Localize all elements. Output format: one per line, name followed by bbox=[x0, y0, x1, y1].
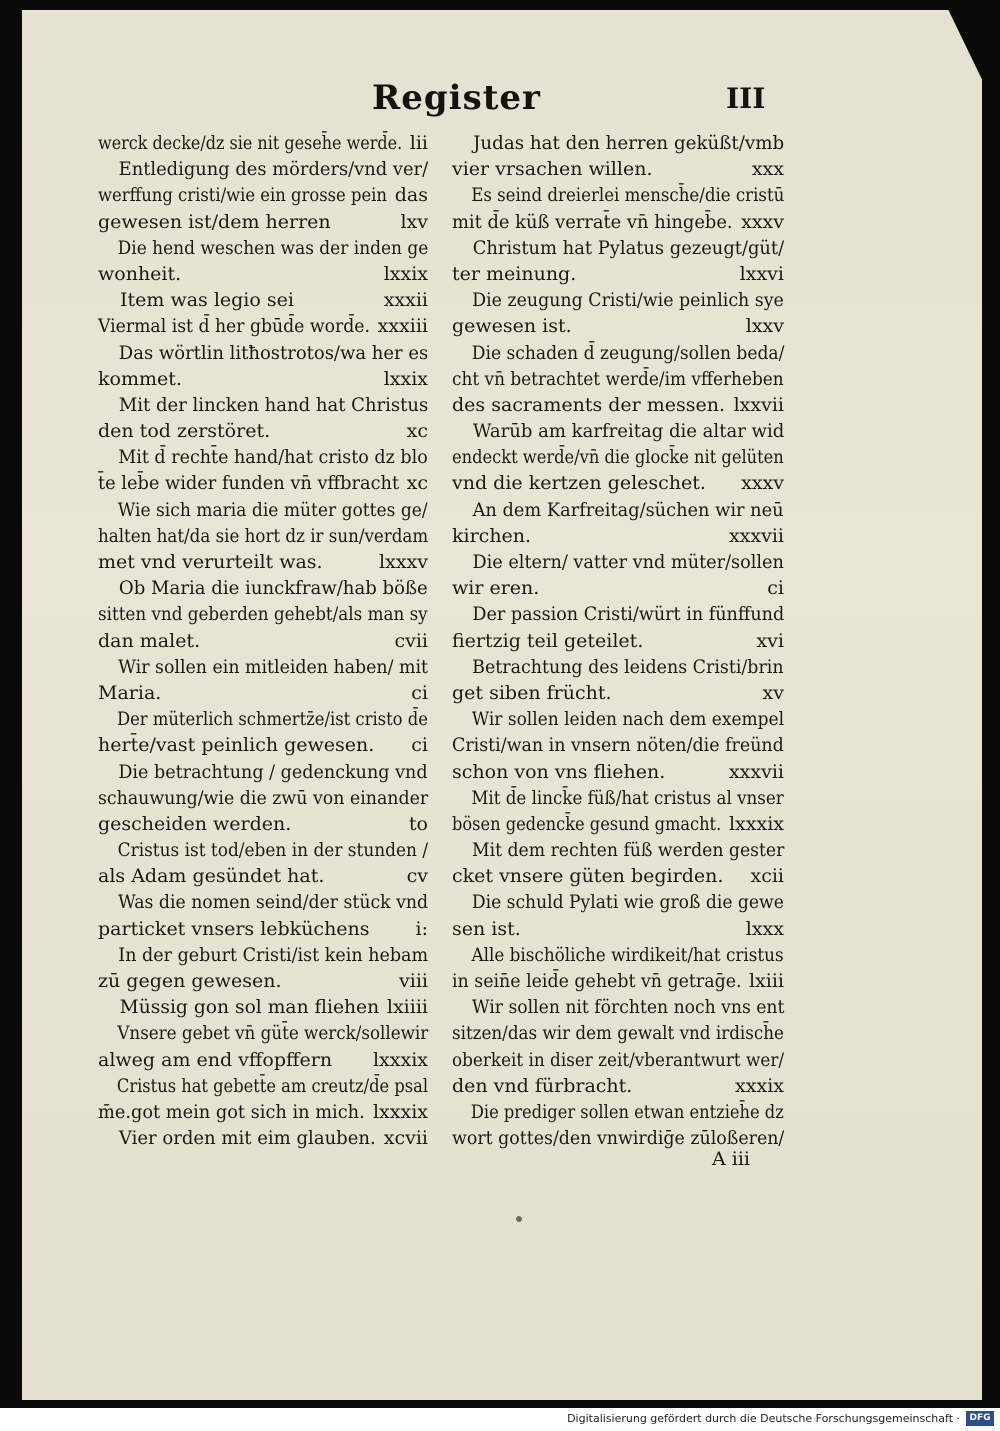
folio-number: III bbox=[726, 82, 766, 115]
register-column-left bbox=[98, 130, 428, 1151]
register-line bbox=[452, 863, 784, 889]
register-line bbox=[98, 340, 428, 366]
register-line bbox=[98, 994, 428, 1020]
register-entry-text: wort gottes/den vnwirdiḡe zūloßeren/ bbox=[452, 1127, 785, 1150]
register-line bbox=[452, 732, 784, 758]
running-title: Register bbox=[372, 78, 541, 118]
register-entry-text: hert̄e/vast peinlich gewesen. bbox=[98, 734, 375, 757]
register-line bbox=[98, 759, 428, 785]
register-line bbox=[98, 1047, 428, 1073]
folio-reference: lxxix bbox=[383, 262, 428, 285]
register-entry-text: oberkeit in diser zeit/vberantwurt wer/ bbox=[452, 1048, 785, 1071]
folio-reference: lxv bbox=[400, 210, 428, 233]
register-entry-text: schauwung/wie die zwū von einander bbox=[98, 786, 429, 809]
signature-mark: A iii bbox=[712, 1148, 750, 1170]
register-entry-text: bösen gedenck̄e gesund gmacht. bbox=[452, 812, 722, 835]
register-line bbox=[452, 575, 784, 601]
folio-reference: lxxxix bbox=[372, 1100, 428, 1123]
register-entry-text: Betrachtung des leidens Cristi/brin bbox=[472, 655, 784, 678]
register-entry-text: Ob Maria die iunckfraw/hab böße bbox=[118, 577, 428, 600]
folio-reference: lxxx bbox=[745, 917, 784, 940]
register-entry-text: Item was legio sei bbox=[120, 289, 294, 312]
register-line bbox=[452, 235, 784, 261]
register-line bbox=[98, 628, 428, 654]
register-entry-text: Warūb am karfreitag die altar wid bbox=[472, 420, 785, 443]
dfg-logo: DFG bbox=[966, 1411, 994, 1426]
folio-reference: lxiii bbox=[748, 970, 784, 992]
register-entry-text: Entledigung des mörders/vnd ver/ bbox=[118, 158, 429, 181]
register-entry-text: Mit d̄e linck̄e füß/hat cristus al vnser bbox=[471, 786, 784, 809]
register-entry-text: Die prediger sollen etwan entzieh̄e dz bbox=[470, 1100, 784, 1123]
folio-reference: xxxii bbox=[383, 289, 428, 312]
register-entry-text: in sein̄e leid̄e gehebt vn̄ getraḡe. bbox=[452, 970, 742, 992]
register-entry-text: Vier orden mit eim glauben. bbox=[118, 1127, 376, 1150]
register-line bbox=[452, 889, 784, 915]
register-entry-text: wonheit. bbox=[98, 262, 182, 285]
folio-reference: viii bbox=[399, 970, 428, 992]
register-line bbox=[98, 497, 428, 523]
register-line bbox=[98, 680, 428, 706]
register-entry-text: Die schuld Pylati wie groß die gewe bbox=[471, 891, 784, 914]
register-line bbox=[452, 654, 784, 680]
register-entry-text: alweg am end vffopffern bbox=[98, 1048, 333, 1071]
register-entry-text: als Adam gesündet hat. bbox=[98, 865, 325, 888]
folio-reference: ci bbox=[767, 577, 784, 600]
register-line bbox=[98, 549, 428, 575]
register-line bbox=[452, 497, 784, 523]
register-line bbox=[98, 1020, 428, 1046]
folio-reference: lxxvi bbox=[739, 262, 784, 285]
register-entry-text: kommet. bbox=[98, 367, 182, 390]
register-entry-text: met vnd verurteilt was. bbox=[98, 551, 323, 573]
folio-reference: lxxv bbox=[745, 315, 784, 338]
register-column-right bbox=[452, 130, 784, 1151]
register-line bbox=[98, 811, 428, 837]
register-line bbox=[98, 287, 428, 313]
register-entry-text: m̄e.got mein got sich in mich. bbox=[98, 1100, 365, 1123]
register-entry-text: vier vrsachen willen. bbox=[452, 158, 653, 181]
register-line bbox=[452, 340, 784, 366]
folio-reference: cvii bbox=[394, 629, 428, 652]
register-line bbox=[98, 654, 428, 680]
register-entry-text: Viermal ist d̄ her gbūd̄e word̄e. bbox=[98, 315, 370, 338]
register-entry-text: Der müterlich schmertz̄e/ist cristo d̄e bbox=[116, 708, 428, 731]
folio-reference: lxiiii bbox=[386, 996, 428, 1019]
register-line bbox=[452, 785, 784, 811]
register-line bbox=[98, 418, 428, 444]
folio-reference: das bbox=[394, 184, 428, 207]
register-line bbox=[98, 366, 428, 392]
register-line bbox=[452, 313, 784, 339]
register-line bbox=[452, 811, 784, 837]
register-line bbox=[98, 523, 428, 549]
register-line bbox=[452, 601, 784, 627]
register-line bbox=[98, 209, 428, 235]
register-line bbox=[452, 549, 784, 575]
register-entry-text: Die zeugung Cristi/wie peinlich sye bbox=[472, 289, 784, 312]
register-line bbox=[98, 942, 428, 968]
folio-reference: xxxv bbox=[741, 472, 784, 495]
folio-reference: xxxvii bbox=[728, 760, 784, 783]
register-line bbox=[98, 1099, 428, 1125]
folio-reference: i: bbox=[415, 917, 428, 940]
register-line bbox=[98, 392, 428, 418]
folio-reference: lxxxix bbox=[728, 812, 784, 835]
register-line bbox=[98, 1125, 428, 1151]
folio-reference: xc bbox=[406, 420, 428, 443]
folio-reference: xv bbox=[762, 681, 784, 704]
register-entry-text: Müssig gon sol man fliehen bbox=[119, 996, 380, 1019]
register-entry-text: ter meinung. bbox=[452, 262, 577, 285]
register-line bbox=[452, 156, 784, 182]
register-entry-text: gescheiden werden. bbox=[98, 812, 292, 835]
register-line bbox=[98, 235, 428, 261]
register-entry-text: werffung cristi/wie ein grosse pein bbox=[98, 184, 387, 207]
register-entry-text: gewesen ist/dem herren bbox=[98, 210, 331, 233]
register-line bbox=[452, 287, 784, 313]
register-entry-text: sen ist. bbox=[452, 917, 521, 940]
register-line bbox=[452, 366, 784, 392]
register-line bbox=[452, 418, 784, 444]
folio-reference: xxxvii bbox=[728, 524, 784, 547]
register-line bbox=[452, 261, 784, 287]
register-entry-text: fiertzig teil geteilet. bbox=[452, 629, 644, 652]
folio-reference: to bbox=[408, 812, 428, 835]
register-entry-text: mit d̄e küß verrat̄e vn̄ hingeb̄e. bbox=[452, 210, 733, 233]
register-entry-text: Wie sich maria die müter gottes ge/ bbox=[117, 498, 428, 521]
register-entry-text: Mit dem rechten füß werden gester bbox=[471, 839, 785, 862]
register-entry-text: vnd die kertzen geleschet. bbox=[452, 472, 706, 495]
folio-reference: lxxxix bbox=[372, 1048, 428, 1071]
register-line bbox=[98, 785, 428, 811]
register-line bbox=[452, 1047, 784, 1073]
folio-reference: lxxix bbox=[383, 367, 428, 390]
register-entry-text: Cristus hat gebett̄e am creutz/d̄e psal bbox=[116, 1074, 429, 1097]
register-entry-text: Die hend weschen was der inden ge bbox=[117, 236, 429, 259]
register-entry-text: Maria. bbox=[98, 681, 162, 704]
register-line bbox=[452, 392, 784, 418]
register-line bbox=[452, 130, 784, 156]
register-line bbox=[98, 863, 428, 889]
register-line bbox=[452, 916, 784, 942]
register-entry-text: wir eren. bbox=[452, 577, 540, 600]
register-entry-text: Christum hat Pylatus gezeugt/güt/ bbox=[472, 236, 785, 259]
register-line bbox=[98, 968, 428, 994]
register-entry-text: Mit d̄ recht̄e hand/hat cristo dz blo bbox=[118, 446, 428, 469]
folio-reference: xcvii bbox=[383, 1127, 428, 1150]
register-line bbox=[98, 889, 428, 915]
folio-reference: xxxix bbox=[735, 1074, 784, 1097]
register-line bbox=[452, 444, 784, 470]
register-entry-text: dan malet. bbox=[98, 629, 201, 652]
register-line bbox=[452, 706, 784, 732]
register-line bbox=[452, 1020, 784, 1046]
footer-bar bbox=[0, 1408, 1000, 1431]
register-entry-text: Alle bischöliche wirdikeit/hat cristus bbox=[471, 943, 784, 966]
register-line bbox=[452, 182, 784, 208]
register-entry-text: Die schaden d̄ zeugung/sollen beda/ bbox=[471, 341, 785, 364]
folio-reference: lxxxv bbox=[379, 551, 428, 573]
register-entry-text: cht vn̄ betrachtet werd̄e/im vfferheben bbox=[452, 367, 784, 390]
register-entry-text: endeckt werd̄e/vn̄ die glock̄e nit gelüten bbox=[452, 446, 784, 469]
register-entry-text: Es seind dreierlei mensch̄e/die cristū bbox=[471, 184, 785, 207]
register-line bbox=[98, 130, 428, 156]
register-entry-text: zū gegen gewesen. bbox=[98, 970, 282, 992]
register-entry-text: Cristus ist tod/eben in der stunden / bbox=[117, 839, 429, 862]
folio-reference: ci bbox=[411, 734, 428, 757]
register-entry-text: sitzen/das wir dem gewalt vnd irdisch̄e bbox=[452, 1022, 784, 1045]
register-entry-text: sitten vnd geberden gehebt/als man sy bbox=[98, 603, 428, 626]
folio-reference: xxx bbox=[751, 158, 784, 181]
register-line bbox=[98, 313, 428, 339]
folio-reference: lxxvii bbox=[733, 393, 784, 416]
folio-reference: xxxv bbox=[741, 210, 784, 233]
register-entry-text: t̄e leb̄e wider funden vn̄ vffbracht bbox=[98, 472, 400, 495]
register-line bbox=[98, 837, 428, 863]
register-entry-text: An dem Karfreitag/süchen wir neū bbox=[472, 498, 784, 521]
register-line bbox=[452, 1073, 784, 1099]
register-line bbox=[452, 680, 784, 706]
register-line bbox=[98, 706, 428, 732]
folio-reference: lii bbox=[409, 132, 428, 154]
register-entry-text: Wir sollen ein mitleiden haben/ mit bbox=[118, 655, 428, 678]
register-line bbox=[98, 156, 428, 182]
folio-reference: cv bbox=[406, 865, 428, 888]
register-entry-text: In der geburt Cristi/ist kein hebam bbox=[118, 943, 429, 966]
register-entry-text: cket vnsere güten begirden. bbox=[452, 865, 724, 888]
register-line bbox=[452, 994, 784, 1020]
register-entry-text: Die eltern/ vatter vnd müter/sollen bbox=[472, 551, 784, 573]
register-line bbox=[452, 968, 784, 994]
register-entry-text: den vnd fürbracht. bbox=[452, 1074, 633, 1097]
register-line bbox=[98, 1073, 428, 1099]
register-entry-text: Der passion Cristi/würt in fünffund bbox=[472, 603, 785, 626]
register-entry-text: Wir sollen nit förchten noch vns ent bbox=[471, 996, 785, 1019]
register-line bbox=[452, 759, 784, 785]
register-entry-text: kirchen. bbox=[452, 524, 532, 547]
register-entry-text: gewesen ist. bbox=[452, 315, 572, 338]
register-line bbox=[98, 916, 428, 942]
register-line bbox=[98, 575, 428, 601]
register-entry-text: des sacraments der messen. bbox=[452, 393, 726, 416]
register-entry-text: Was die nomen seind/der stück vnd bbox=[117, 891, 429, 914]
register-line bbox=[452, 942, 784, 968]
register-entry-text: Vnsere gebet vn̄ güt̄e werck/sollewir bbox=[117, 1022, 429, 1045]
register-entry-text: Cristi/wan in vnsern nöten/die freünd bbox=[452, 734, 784, 757]
register-entry-text: Die betrachtung / gedenckung vnd bbox=[118, 760, 428, 783]
register-line bbox=[98, 601, 428, 627]
page-header bbox=[0, 72, 1000, 132]
ink-speck bbox=[516, 1216, 522, 1222]
register-entry-text: Judas hat den herren geküßt/vmb bbox=[473, 132, 785, 154]
folio-reference: xxxiii bbox=[377, 315, 428, 338]
footer-credit: Digitalisierung gefördert durch die Deutsche Forschungsgemeinschaft · bbox=[567, 1412, 960, 1425]
register-entry-text: Wir sollen leiden nach dem exempel bbox=[471, 708, 785, 731]
register-line bbox=[98, 444, 428, 470]
register-line bbox=[98, 182, 428, 208]
register-line bbox=[452, 209, 784, 235]
register-line bbox=[452, 470, 784, 496]
folio-reference: xcii bbox=[750, 865, 784, 888]
folio-reference: ci bbox=[411, 681, 428, 704]
register-entry-text: get siben frücht. bbox=[452, 681, 612, 704]
register-line bbox=[452, 523, 784, 549]
register-line bbox=[452, 837, 784, 863]
register-line bbox=[98, 470, 428, 496]
register-entry-text: schon von vns fliehen. bbox=[452, 760, 666, 783]
register-entry-text: werck decke/dz sie nit geseh̄e werd̄e. bbox=[98, 132, 403, 154]
register-entry-text: Mit der lincken hand hat Christus bbox=[118, 393, 429, 416]
folio-reference: xc bbox=[406, 472, 428, 495]
register-entry-text: den tod zerstöret. bbox=[98, 420, 271, 443]
register-line bbox=[452, 1099, 784, 1125]
register-entry-text: Das wörtlin litħostrotos/wa her es bbox=[118, 341, 429, 364]
register-line bbox=[98, 261, 428, 287]
register-entry-text: halten hat/da sie hort dz ir sun/verdam bbox=[98, 524, 429, 547]
folio-reference: xvi bbox=[756, 629, 784, 652]
register-line bbox=[452, 628, 784, 654]
register-line bbox=[98, 732, 428, 758]
register-entry-text: particket vnsers lebküchens bbox=[98, 917, 370, 940]
